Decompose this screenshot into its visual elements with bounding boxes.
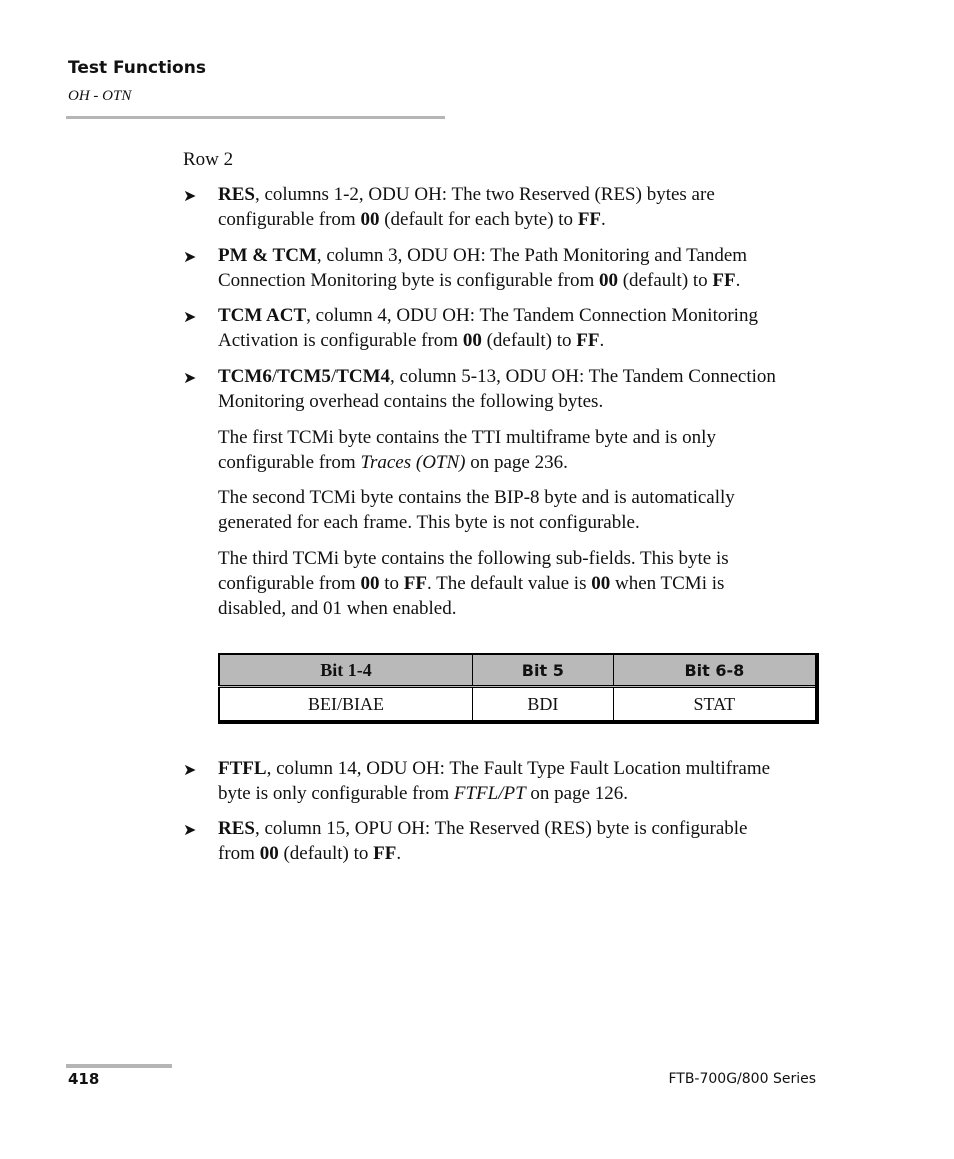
bullet-ftfl [218,756,770,806]
text-line: Connection Monitoring byte is configurable from 00 (default) to FF. [218,270,741,291]
text-line: The second TCMi byte contains the BIP-8 byte and is automatically [218,487,735,508]
bullet-pm-tcm [218,243,747,293]
table-header-cell: Bit 5 [472,654,613,687]
table-row [219,687,817,723]
text-line: TCM6/TCM5/TCM4, column 5-13, ODU OH: The Tandem Connection [218,366,776,387]
text-line: FTFL, column 14, ODU OH: The Fault Type Fault Location multiframe [218,758,771,779]
text-line: Monitoring overhead contains the following bytes. [218,391,604,412]
table-header-row [219,654,817,687]
table-header-cell: Bit 6-8 [613,654,817,687]
section-subtitle: OH - OTN [68,88,132,104]
series-label: FTB-700G/800 Series [668,1071,816,1087]
text-line: generated for each frame. This byte is not configurable. [218,512,640,533]
para-third-tcmi [218,546,729,621]
bullet-arrow-icon: ➤ [183,820,197,839]
bullet-arrow-icon: ➤ [183,247,197,266]
para-first-tcmi [218,425,716,475]
page-number: 418 [68,1070,100,1088]
header-divider [66,116,445,119]
text-line: TCM ACT, column 4, ODU OH: The Tandem Connection Monitoring [218,305,758,326]
intro-text: Row 2 [183,149,234,170]
para-second-tcmi [218,485,735,535]
text-line: RES, columns 1-2, ODU OH: The two Reserved (RES) bytes are [218,184,715,205]
text-line: RES, column 15, OPU OH: The Reserved (RES) byte is configurable [218,818,748,839]
bullet-tcm-654 [218,364,776,414]
text-line: disabled, and 01 when enabled. [218,598,457,619]
bullet-arrow-icon: ➤ [183,307,197,326]
text-line: configurable from Traces (OTN) on page 236. [218,452,568,473]
text-line: The third TCMi byte contains the following sub-fields. This byte is [218,548,729,569]
bullet-tcm-act [218,303,758,353]
table-header-cell: Bit 1-4 [219,654,472,687]
bullet-arrow-icon: ➤ [183,186,197,205]
bullet-arrow-icon: ➤ [183,760,197,779]
table-cell: BDI [472,687,613,723]
text-line: configurable from 00 to FF. The default value is 00 when TCMi is [218,573,725,594]
text-line: from 00 (default) to FF. [218,843,402,864]
text-line: byte is only configurable from FTFL/PT on page 126. [218,783,629,804]
table-cell: BEI/BIAE [219,687,472,723]
bullet-arrow-icon: ➤ [183,368,197,387]
text-line: The first TCMi byte contains the TTI multiframe byte and is only [218,427,716,448]
section-title: Test Functions [68,58,206,78]
table-cell: STAT [613,687,817,723]
footer-divider [66,1064,172,1068]
text-line: Activation is configurable from 00 (default) to FF. [218,330,605,351]
bullet-res-15 [218,816,747,866]
text-line: configurable from 00 (default for each byte) to FF. [218,209,606,230]
bullet-res-12 [218,182,715,232]
bits-table [218,653,819,724]
text-line: PM & TCM, column 3, ODU OH: The Path Monitoring and Tandem [218,245,748,266]
